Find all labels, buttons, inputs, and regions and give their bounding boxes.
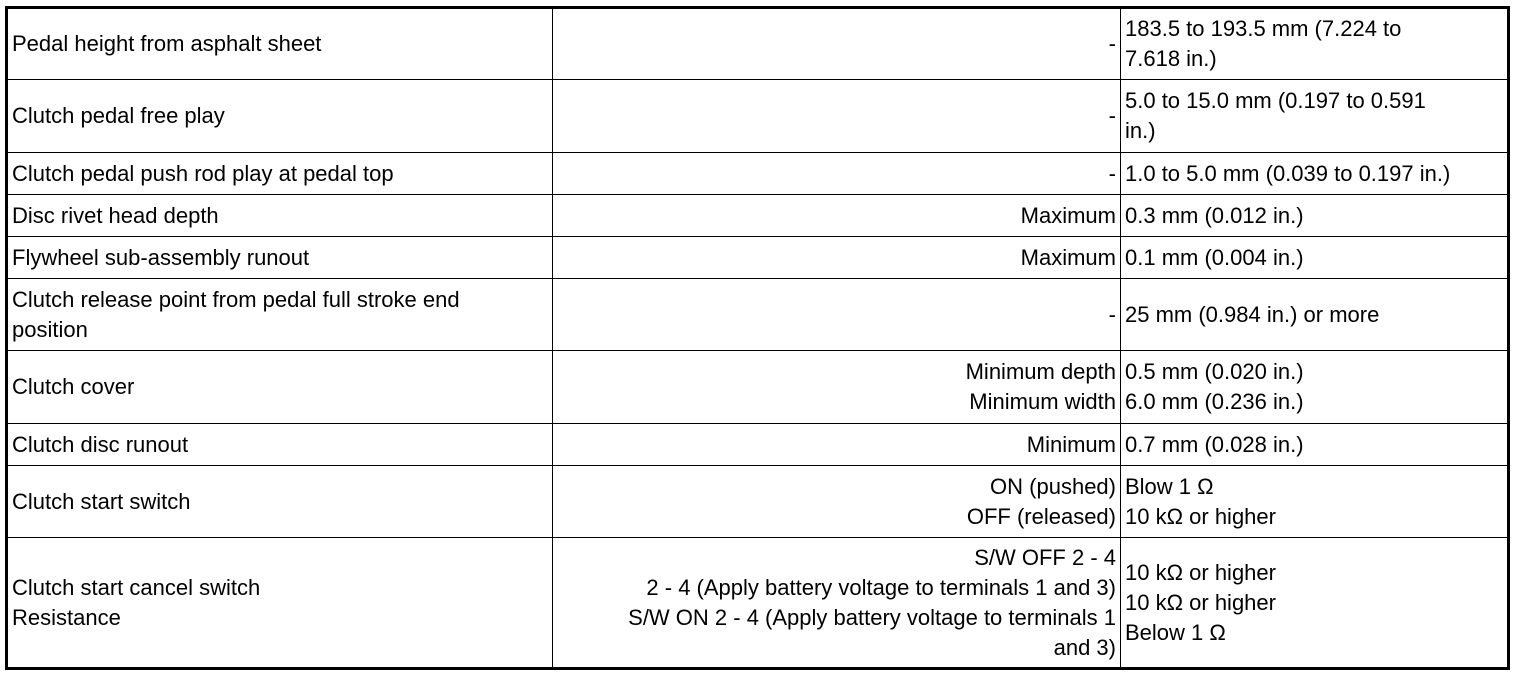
table-row: [7, 8, 1509, 80]
condition-cell: [553, 8, 1121, 80]
condition-text: -: [1108, 160, 1116, 186]
item-text: Resistance: [12, 604, 121, 630]
value-text: 0.7 mm (0.028 in.): [1125, 431, 1304, 457]
item-cell: [7, 279, 553, 351]
item-text: Clutch release point from pedal full stroke end: [12, 286, 460, 312]
condition-text: Minimum depth: [965, 359, 1116, 384]
condition-cell: [553, 153, 1121, 195]
condition-text: S/W ON 2 - 4 (Apply battery voltage to terminals 1: [628, 604, 1116, 630]
value-text: 1.0 to 5.0 mm (0.039 to 0.197 in.): [1125, 160, 1451, 186]
value-cell: [1121, 8, 1509, 80]
value-text: in.): [1125, 118, 1156, 143]
item-cell: [7, 538, 553, 669]
condition-text: -: [1108, 103, 1116, 128]
item-text: Clutch start switch: [12, 488, 191, 514]
clutch-specification-table: [5, 6, 1510, 670]
value-cell: [1121, 538, 1509, 669]
item-cell: [7, 466, 553, 538]
value-text: 183.5 to 193.5 mm (7.224 to: [1125, 16, 1402, 41]
item-cell: [7, 80, 553, 153]
condition-cell: [553, 466, 1121, 538]
value-cell: [1121, 279, 1509, 351]
table-row: [7, 351, 1509, 424]
value-text: 7.618 in.): [1125, 46, 1217, 71]
value-text: 25 mm (0.984 in.) or more: [1125, 301, 1380, 327]
condition-text: -: [1108, 301, 1116, 327]
table-row: [7, 195, 1509, 237]
item-text: Clutch disc runout: [12, 431, 189, 457]
value-cell: [1121, 237, 1509, 279]
value-cell: [1121, 153, 1509, 195]
value-cell: [1121, 195, 1509, 237]
value-cell: [1121, 80, 1509, 153]
condition-cell: [553, 195, 1121, 237]
condition-text: -: [1108, 31, 1116, 56]
value-cell: [1121, 351, 1509, 424]
item-text: Disc rivet head depth: [12, 202, 219, 228]
item-text: Pedal height from asphalt sheet: [12, 31, 322, 56]
item-cell: [7, 8, 553, 80]
item-cell: [7, 237, 553, 279]
condition-cell: [553, 424, 1121, 466]
condition-cell: [553, 538, 1121, 669]
condition-text: 2 - 4 (Apply battery voltage to terminals 1 and 3): [646, 574, 1116, 600]
condition-cell: [553, 351, 1121, 424]
value-text: 10 kΩ or higher: [1125, 503, 1276, 529]
condition-cell: [553, 279, 1121, 351]
table-row: [7, 279, 1509, 351]
table-row: [7, 80, 1509, 153]
item-text: Clutch cover: [12, 374, 135, 399]
value-text: 10 kΩ or higher: [1125, 589, 1276, 615]
item-cell: [7, 351, 553, 424]
condition-text: and 3): [1053, 634, 1116, 660]
item-text: Clutch pedal free play: [12, 103, 225, 128]
value-text: Blow 1 Ω: [1125, 473, 1214, 499]
value-text: Below 1 Ω: [1125, 619, 1226, 645]
table-row: [7, 424, 1509, 466]
table-row: [7, 538, 1509, 669]
condition-text: Maximum: [1020, 244, 1116, 270]
condition-cell: [553, 237, 1121, 279]
condition-text: Maximum: [1020, 202, 1116, 228]
item-text: Clutch pedal push rod play at pedal top: [12, 160, 394, 186]
value-text: 0.5 mm (0.020 in.): [1125, 359, 1304, 384]
value-text: 10 kΩ or higher: [1125, 559, 1276, 585]
condition-text: S/W OFF 2 - 4: [974, 544, 1116, 570]
item-cell: [7, 195, 553, 237]
item-text: Flywheel sub-assembly runout: [12, 244, 310, 270]
item-text: Clutch start cancel switch: [12, 574, 261, 600]
condition-cell: [553, 80, 1121, 153]
value-text: 5.0 to 15.0 mm (0.197 to 0.591: [1125, 88, 1426, 113]
table-row: [7, 237, 1509, 279]
condition-text: Minimum width: [969, 389, 1116, 414]
item-cell: [7, 424, 553, 466]
condition-text: ON (pushed): [990, 473, 1116, 499]
item-cell: [7, 153, 553, 195]
table-row: [7, 466, 1509, 538]
condition-text: Minimum: [1026, 431, 1116, 457]
value-text: 6.0 mm (0.236 in.): [1125, 389, 1304, 414]
value-cell: [1121, 424, 1509, 466]
condition-text: OFF (released): [966, 503, 1116, 529]
table-row: [7, 153, 1509, 195]
value-cell: [1121, 466, 1509, 538]
item-text: position: [12, 316, 88, 342]
value-text: 0.1 mm (0.004 in.): [1125, 244, 1304, 270]
value-text: 0.3 mm (0.012 in.): [1125, 202, 1304, 228]
